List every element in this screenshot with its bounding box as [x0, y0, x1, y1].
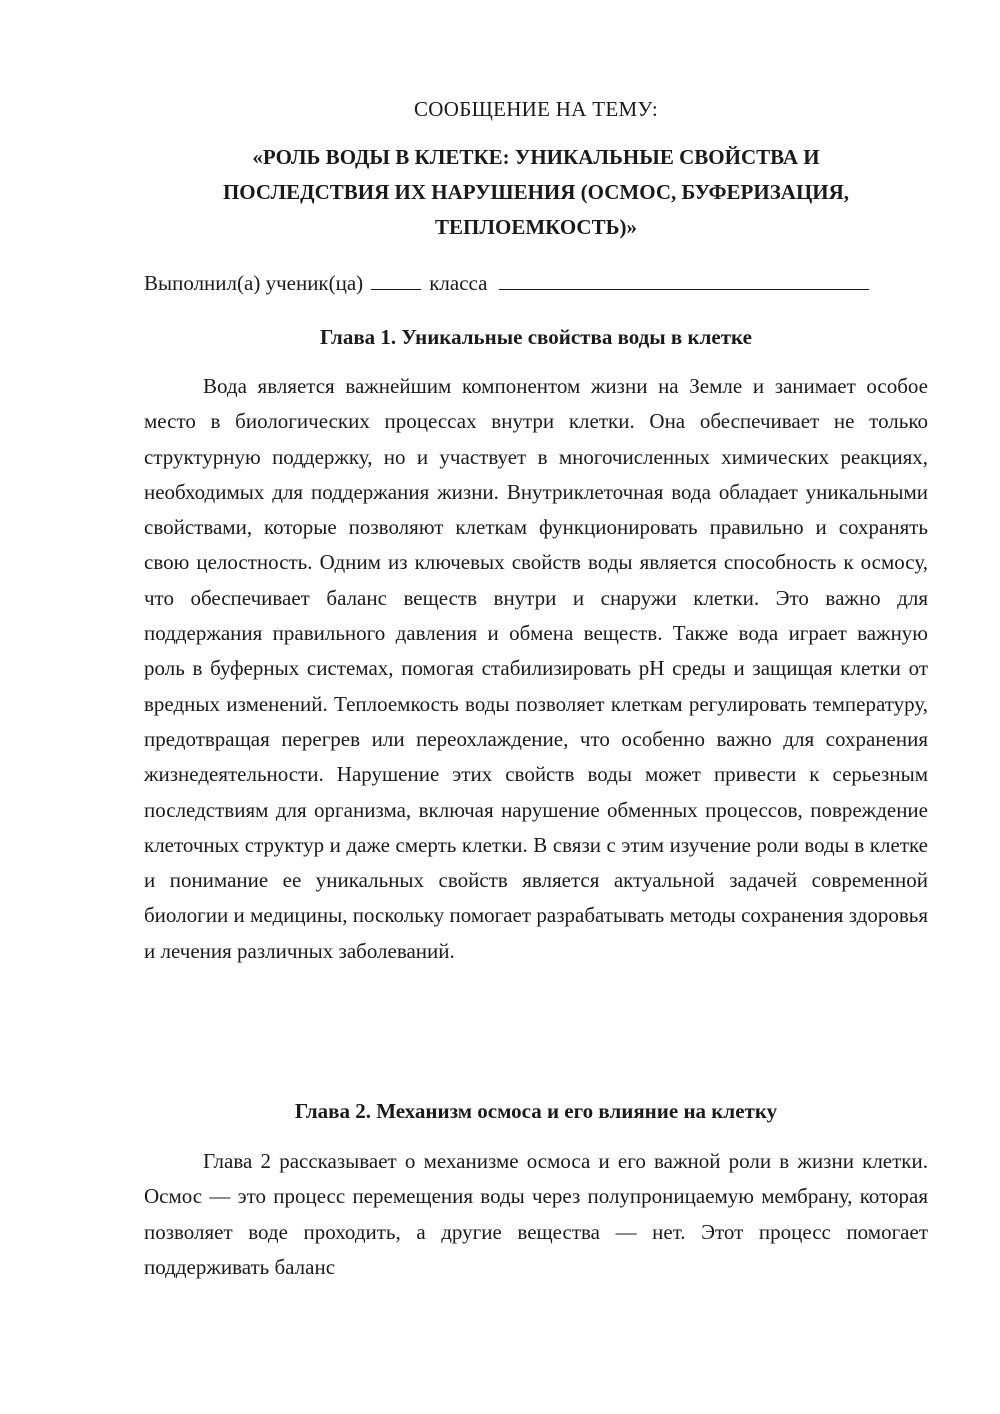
document-title-line: ПОСЛЕДСТВИЯ ИХ НАРУШЕНИЯ (ОСМОС, БУФЕРИЗАЦИЯ,	[222, 180, 850, 204]
document-title	[144, 140, 928, 245]
document-label: СООБЩЕНИЕ НА ТЕМУ:	[413, 97, 659, 121]
author-prefix: Выполнил(а) ученик(ца)	[144, 271, 364, 295]
chapter-paragraph: Вода является важнейшим компонентом жизни на Земле и занимает особое место в биологических процессах внутри клетки. Она обеспечивает не только структурную поддержку, но и участвует в многочисленных химических реакциях, необходимых для поддержания жизни. Внутриклеточная вода обладает уникальными свойствами, которые позволяют клеткам функционировать правильно и сохранять свою целостность. Одним из ключевых свойств воды является способность к осмосу, что обеспечивает баланс веществ внутри и снаружи клетки. Это важно для поддержания правильного давления и обмена веществ. Также вода играет важную роль в буферных системах, помогая стабилизировать pH среды и защищая клетки от вредных изменений. Теплоемкость воды позволяет клеткам регулировать температуру, предотвращая перегрев или переохлаждение, что особенно важно для сохранения жизнедеятельности. Нарушение этих свойств воды может привести к серьезным последствиям для организма, включая нарушение обменных процессов, повреждение клеточных структур и даже смерть клетки. В связи с этим изучение роли воды в клетке и понимание ее уникальных свойств является актуальной задачей современной биологии и медицины, поскольку помогает разрабатывать методы сохранения здоровья и лечения различных заболеваний.	[144, 374, 928, 963]
author-line	[144, 268, 928, 298]
class-number-blank	[371, 269, 421, 290]
document-title-line: ТЕПЛОЕМКОСТЬ)»	[434, 215, 637, 239]
chapter-paragraph: Глава 2 рассказывает о механизме осмоса и его важной роли в жизни клетки. Осмос — это процесс перемещения воды через полупроницаемую мембрану, которая позволяет воде проходить, а другие вещества — нет. Этот процесс помогает поддерживать баланс	[144, 1149, 928, 1279]
class-word: класса	[429, 271, 488, 295]
document-title-line: «РОЛЬ ВОДЫ В КЛЕТКЕ: УНИКАЛЬНЫЕ СВОЙСТВА И	[252, 145, 820, 169]
chapter-heading: Глава 1. Уникальные свойства воды в клетке	[320, 325, 752, 349]
chapter-heading: Глава 2. Механизм осмоса и его влияние на клетку	[294, 1099, 778, 1123]
student-name-blank	[499, 269, 869, 290]
